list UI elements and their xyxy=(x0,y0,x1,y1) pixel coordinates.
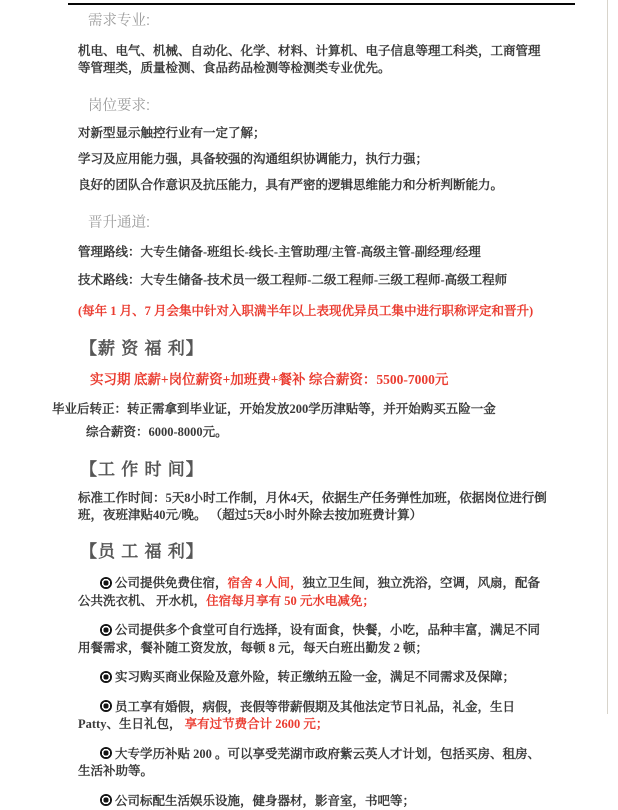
benefit-item-subsidy xyxy=(78,746,548,781)
promotion-technical-path: 技术路线：大专生储备-技术员一级工程师-二级工程师-三级工程师-高级工程师 xyxy=(78,272,548,289)
required-majors-heading: 需求专业: xyxy=(88,12,548,31)
job-requirement-item: 学习及应用能力强，具备较强的沟通组织协调能力，执行力强； xyxy=(78,151,548,168)
salary-comprehensive-line: 综合薪资：6000-8000元。 xyxy=(86,424,548,441)
salary-after-graduation-line: 毕业后转正：转正需拿到毕业证，开始发放200学历津贴等，并开始购买五险一金 xyxy=(52,401,548,418)
job-requirements-heading: 岗位要求: xyxy=(88,97,548,116)
bullseye-bullet-icon xyxy=(100,794,112,806)
salary-section-heading: 【薪 资 福 利】 xyxy=(80,338,548,360)
promotion-note: (每年 1 月、7 月会集中针对入职满半年以上表现优异员工集中进行职称评定和晋升) xyxy=(78,303,548,320)
benefit-item-housing xyxy=(78,575,548,610)
benefit-text-run-red: 宿舍 4 人间， xyxy=(228,576,303,590)
promotion-management-path: 管理路线：大专生储备-班组长-线长-主管助理/主管-高级主管-副经理/经理 xyxy=(78,244,548,261)
bullseye-bullet-icon xyxy=(100,700,112,712)
benefit-item-holidays xyxy=(78,699,548,734)
benefit-text-run: 员工享有婚假，病假，丧假等带薪假期及其他法定节日礼品，礼金，生日Patty、生日礼包， xyxy=(78,700,515,732)
benefit-text-run-red: 住宿每月享有 50 元水电减免； xyxy=(206,594,375,608)
benefit-text-run: 公司标配生活娱乐设施，健身器材，影音室，书吧等； xyxy=(115,794,415,808)
benefit-text-run: 公司提供免费住宿， xyxy=(115,576,228,590)
benefit-text-run-red: 享有过节费合计 2600 元； xyxy=(185,717,329,731)
benefit-text-run: 独立卫生间，独立洗浴，空调，风扇，配备公共洗衣机、 开水机， xyxy=(78,576,540,608)
job-requirement-item: 对新型显示触控行业有一定了解； xyxy=(78,125,548,142)
required-majors-body: 机电、电气、机械、自动化、化学、材料、计算机、电子信息等理工科类，工商管理等管理类，质量检测、食品药品检测等检测类专业优先。 xyxy=(78,43,548,77)
bullseye-bullet-icon xyxy=(100,577,112,589)
job-requirement-item: 良好的团队合作意识及抗压能力，具有严密的逻辑思维能力和分析判断能力。 xyxy=(78,177,548,194)
salary-intern-line: 实习期 底薪+岗位薪资+加班费+餐补 综合薪资：5500-7000元 xyxy=(90,371,548,389)
benefit-text-run: 大专学历补贴 200 。可以享受芜湖市政府紫云英人才计划，包括买房、租房、生活补助等。 xyxy=(78,747,540,779)
benefit-item-canteen xyxy=(78,622,548,657)
page-edge-line xyxy=(607,0,608,714)
bullseye-bullet-icon xyxy=(100,747,112,759)
promotion-heading: 晋升通道: xyxy=(88,214,548,233)
benefit-item-facilities xyxy=(78,793,548,810)
work-time-body: 标准工作时间：5天8小时工作制，月休4天，依据生产任务弹性加班，依据岗位进行倒班，夜班津贴40元/晚。 （超过5天8小时外除去按加班费计算） xyxy=(78,490,548,523)
bullseye-bullet-icon xyxy=(100,671,112,683)
top-rule xyxy=(68,3,575,5)
benefit-text-run: 实习购买商业保险及意外险，转正缴纳五险一金，满足不同需求及保障； xyxy=(115,670,515,684)
benefit-text-run: 公司提供多个食堂可自行选择，设有面食，快餐，小吃，品种丰富，满足不同用餐需求，餐补随工资发放，每顿 8 元，每天白班出勤发 2 顿； xyxy=(78,623,540,655)
work-time-heading: 【工 作 时 间】 xyxy=(80,459,548,481)
bullseye-bullet-icon xyxy=(100,624,112,636)
benefits-heading: 【员 工 福 利】 xyxy=(80,541,548,563)
benefit-item-insurance xyxy=(78,669,548,687)
